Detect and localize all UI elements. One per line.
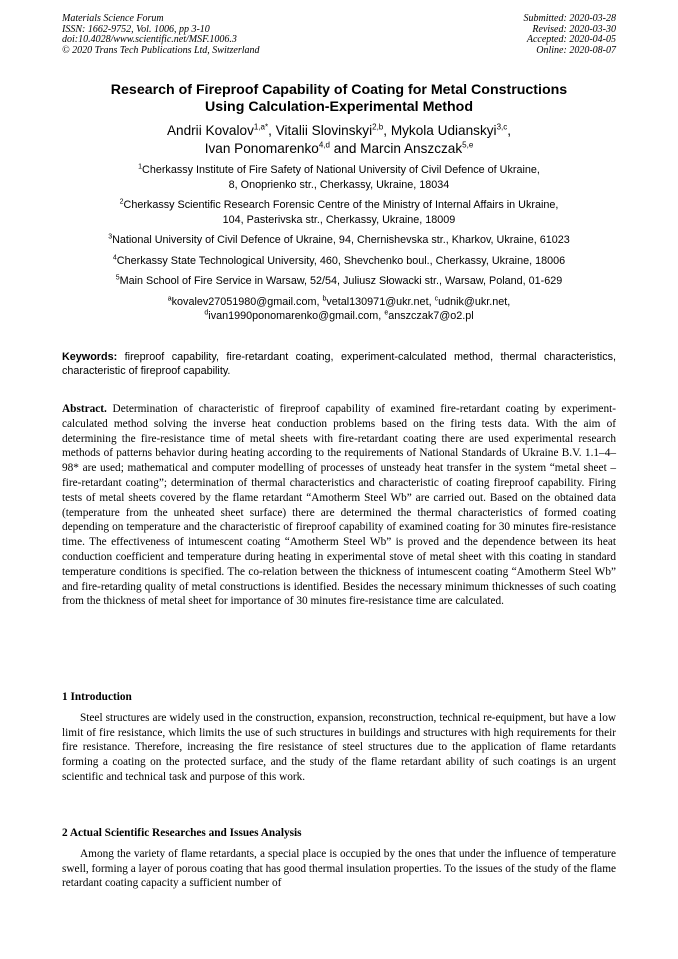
- affiliation-text: 104, Pasterivska str., Cherkassy, Ukraine, 18009: [222, 213, 456, 226]
- affiliation-sup: 4: [112, 253, 117, 261]
- submitted-date: Submitted: 2020-03-28: [523, 13, 616, 24]
- affiliation-sup: 5: [115, 274, 120, 282]
- email-link[interactable]: ivan1990ponomarenko@gmail.com,: [208, 310, 385, 322]
- affiliations: [62, 163, 616, 324]
- email-sup: b: [322, 294, 327, 302]
- author-name: Mykola Udianskyi: [390, 123, 497, 138]
- email-list: [62, 295, 616, 324]
- email-link[interactable]: anszczak7@o2.pl: [388, 310, 474, 322]
- author-line: [62, 122, 616, 140]
- author-sup: 1,a*: [253, 122, 269, 132]
- affiliation: [62, 274, 616, 289]
- author-name: Marcin Anszczak: [360, 141, 463, 156]
- affiliation-sup: 1: [138, 163, 143, 171]
- affiliation: [62, 198, 616, 227]
- affiliation-sup: 3: [108, 233, 113, 241]
- affiliation: [62, 163, 616, 192]
- affiliation-text: 8, Onoprienko str., Cherkassy, Ukraine, 18034: [228, 178, 450, 191]
- abstract-label: Abstract.: [62, 403, 107, 415]
- accepted-date: Accepted: 2020-04-05: [526, 34, 616, 45]
- email-sup: a: [167, 294, 172, 302]
- affiliation-text: Cherkassy Scientific Research Forensic Centre of the Ministry of Internal Affairs in Ukraine,: [123, 199, 559, 211]
- abstract-text: Determination of characteristic of fireproof capability of examined fire-retardant coating by experiment-calculated method solving the inverse heat conduction problems based on the firing tests data. With the aim of determining the fire-resistance time of metal sheets with fire-retardant coating there are used experimental research methods of patterns behavior during heating according to the requirements of National Standards of Ukraine B.V. 1.1–4–98* are used; mathematical and computer modelling of processes of unsteady heat transfer in the system “metal sheet – fire-retardant coating”; determination of thermal characteristics and characteristic of coating fireproof capability. Firing tests of metal sheets covered by the flame retardant “Amotherm Steel Wb” are carried out. Based on the obtained data (temperature from the unheated sheet surface) there are determined the thermal characteristics of formed coating depending on temperature and the characteristic of fireproof capability of examined coating for 30 minutes fire-resistance time. The effectiveness of intumescent coating “Amotherm Steel Wb” is proved and the dependence between its heat conduction coefficient and temperature during heating in experimental stove of metal sheet with this coating in standard temperature conditions is specified. The co-relation between the thickness of intumescent coating “Amotherm Steel Wb” and fire-retarding quality of metal constructions is identified. Besides the necessary minimum thicknesses of such coating from the thickness of metal sheet for importance of 30 minutes fire-resistance time are calculated.: [62, 403, 616, 608]
- author-sep: ,: [268, 123, 276, 138]
- author-list: [62, 122, 616, 158]
- section-analysis: [62, 826, 616, 891]
- paper-title: [62, 82, 616, 116]
- keywords: [62, 350, 616, 378]
- online-date: Online: 2020-08-07: [536, 44, 616, 56]
- author-sep: ,: [507, 123, 512, 138]
- author-sep: ,: [383, 123, 391, 138]
- author-sup: 4,d: [318, 140, 330, 150]
- affiliation-text: National University of Civil Defence of Ukraine, 94, Chernishevska str., Kharkov, Ukraine, 61023: [112, 234, 570, 246]
- author-name: Andrii Kovalov: [166, 123, 254, 138]
- author-name: Ivan Ponomarenko: [204, 141, 319, 156]
- email-link[interactable]: udnik@ukr.net,: [438, 295, 511, 308]
- author-sup: 3,c: [496, 122, 508, 132]
- keywords-text: fireproof capability, fire-retardant coating, experiment-calculated method, thermal characteristics, characteristic of fireproof capability.: [62, 351, 616, 377]
- journal-info: [62, 14, 260, 56]
- affiliation-text: Cherkassy Institute of Fire Safety of National University of Civil Defence of Ukraine,: [142, 164, 540, 176]
- affiliation-text: Cherkassy State Technological University, 460, Shevchenko boul., Cherkassy, Ukraine, 18006: [116, 254, 566, 267]
- doi-line: doi:10.4028/www.scientific.net/MSF.1006.3: [62, 34, 237, 45]
- email-link[interactable]: kovalev27051980@gmail.com,: [171, 295, 323, 308]
- copyright-line: © 2020 Trans Tech Publications Ltd, Switzerland: [62, 44, 260, 56]
- author-sep: and: [329, 141, 361, 156]
- affiliation: [62, 254, 616, 269]
- author-sup: 2,b: [372, 122, 384, 132]
- section-paragraph: Among the variety of flame retardants, a special place is occupied by the ones that under the influence of temperature swell, forming a layer of porous coating that has good thermal insulation properties. To the issues of the study of the flame retardant coating capacity a sufficient number of: [62, 847, 616, 890]
- email-sup: e: [384, 309, 389, 317]
- dates-info: [524, 14, 617, 56]
- author-line: [62, 140, 616, 158]
- affiliation: [62, 233, 616, 248]
- keywords-label: Keywords:: [62, 351, 118, 363]
- title-line: Using Calculation-Experimental Method: [204, 99, 474, 115]
- issn-line: ISSN: 1662-9752, Vol. 1006, pp 3-10: [62, 23, 210, 35]
- email-sup: d: [204, 309, 209, 317]
- author-name: Vitalii Slovinskyi: [275, 123, 373, 138]
- abstract: [62, 402, 616, 609]
- revised-date: Revised: 2020-03-30: [532, 23, 616, 35]
- author-sup: 5,e: [462, 140, 474, 150]
- affiliation-sup: 2: [119, 198, 124, 206]
- section-heading: 1 Introduction: [62, 691, 132, 703]
- section-heading: 2 Actual Scientific Researches and Issues Analysis: [62, 827, 302, 839]
- title-line: Research of Fireproof Capability of Coating for Metal Constructions: [110, 82, 568, 98]
- email-link[interactable]: vetal130971@ukr.net,: [326, 295, 435, 308]
- section-paragraph: Steel structures are widely used in the construction, expansion, reconstruction, technical re-equipment, but have a low limit of fire resistance, which limits the use of such structures in buildings and structures with high requirements for their fire resistance. Therefore, increasing the fire resistance of steel structures due to the application of flame retardants forming a coating on the protected surface, and the study of the flame retardant ability of such coatings is an urgent scientific and technical task and purpose of this work.: [62, 711, 616, 783]
- section-introduction: [62, 690, 616, 785]
- email-sup: c: [434, 294, 439, 302]
- affiliation-text: Main School of Fire Service in Warsaw, 52/54, Juliusz Słowacki str., Warsaw, Poland, 01-629: [119, 275, 563, 287]
- journal-name: Materials Science Forum: [62, 13, 164, 24]
